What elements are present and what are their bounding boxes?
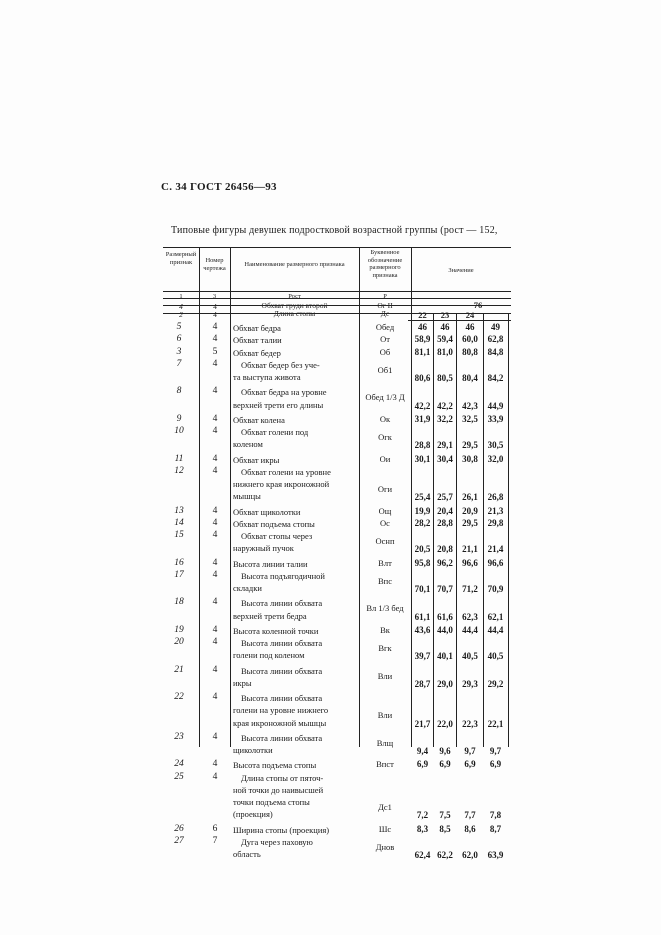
row-value: 61,1 — [414, 611, 431, 622]
row-value: 9,4 — [416, 746, 429, 756]
row-value: 9,7 — [464, 746, 476, 756]
figure-number: 4 — [212, 664, 218, 675]
row-number: 16 — [174, 557, 184, 568]
row-value: 6,9 — [439, 759, 451, 770]
row-symbol: Днов — [375, 841, 395, 852]
row-value: 29,8 — [487, 517, 504, 528]
row-value: 62,3 — [462, 611, 478, 622]
row-number: 22 — [174, 692, 184, 702]
row-value: 96,6 — [487, 557, 504, 568]
figure-number: 4 — [212, 557, 218, 568]
row-value: 63,9 — [487, 850, 504, 860]
row-value: 60,0 — [462, 334, 478, 345]
row-symbol: Обед 1/3 Д — [365, 392, 405, 403]
row-symbol: Вли — [377, 670, 393, 681]
row-value: 58,9 — [414, 334, 431, 345]
row-value: 62,8 — [487, 334, 504, 345]
table-title: Типовые фигуры девушек подростковой возрастной группы (рост — 152, — [171, 225, 498, 236]
row-name-line: Высота линии обхвата — [241, 693, 323, 703]
row-name-line: та выступа живота — [233, 372, 301, 382]
row-name-line: Обхват щиколотки — [233, 506, 301, 517]
row-value: 70,7 — [437, 584, 453, 594]
row-name-line: Высота линии талии — [233, 558, 308, 569]
row-name-line: Обхват бедра — [233, 323, 281, 333]
row-value: 6,9 — [416, 759, 429, 770]
row2-v1: 22 — [418, 310, 427, 320]
row-name-line: икры — [233, 677, 252, 688]
row-number: 25 — [174, 771, 184, 782]
row-name-line: Ширина стопы (проекция) — [233, 824, 330, 835]
row-value: 42,2 — [414, 400, 431, 411]
figure-number: 4 — [212, 624, 218, 635]
row-value: 49 — [491, 322, 500, 332]
row-name-line: Обхват бедер без уче- — [241, 359, 320, 370]
row-name-line: края икроножной мышцы — [233, 717, 327, 728]
row-value: 30,8 — [462, 453, 478, 464]
row4-fig: 4 — [213, 302, 217, 311]
row-value: 7,7 — [464, 810, 476, 821]
row4-name: Обхват груди второй — [261, 301, 328, 310]
row-value: 9,6 — [439, 746, 451, 756]
row-name-line: коленом — [233, 439, 263, 450]
row-value: 84,8 — [487, 346, 504, 357]
row-value: 32,0 — [487, 453, 504, 464]
row-name-line: Обхват подъема стопы — [233, 518, 315, 529]
row-symbol: Впст — [376, 759, 394, 770]
row-value: 95,8 — [414, 557, 431, 568]
row-name-line: верхней трети его длины — [233, 399, 324, 410]
row-value: 6,9 — [464, 759, 476, 770]
row-value: 46 — [465, 322, 475, 332]
row-number: 14 — [174, 517, 184, 528]
row-name-line: Обхват бедер — [233, 347, 281, 358]
figure-number: 4 — [212, 771, 218, 782]
figure-number: 4 — [212, 569, 218, 580]
row2-num: 2 — [179, 310, 183, 319]
row-value: 29,1 — [437, 440, 453, 451]
row-value: 31,9 — [414, 413, 431, 424]
row-value: 70,1 — [414, 584, 431, 594]
row-value: 81,1 — [414, 346, 431, 357]
row-symbol: Влщ — [376, 737, 394, 748]
row-value: 21,7 — [414, 718, 431, 729]
row-value: 29,5 — [462, 440, 478, 451]
row-name-line: Высота коленной точки — [233, 625, 319, 636]
row-name-line: точки подъема стопы — [233, 797, 310, 807]
row-number: 3 — [176, 346, 182, 357]
row-value: 25,4 — [414, 492, 431, 503]
row-value: 30,5 — [487, 440, 504, 451]
row-name-line: голени под коленом — [233, 650, 305, 661]
row-value: 62,4 — [414, 850, 431, 860]
row-value: 20,8 — [437, 544, 453, 555]
row-value: 8,3 — [416, 823, 429, 834]
col-header-sym: Буквенное обозначение размерного признака — [367, 249, 403, 279]
row-name-line: ной точки до наивысшей — [233, 784, 324, 795]
col-header-values: Значение — [448, 267, 474, 274]
row-value: 30,1 — [414, 453, 431, 464]
row-number: 24 — [174, 759, 184, 770]
row-value: 62,2 — [437, 850, 453, 860]
row-number: 10 — [174, 426, 184, 436]
row-name-line: (проекция) — [233, 809, 273, 820]
index-r: Р — [383, 293, 387, 300]
row-value: 40,5 — [462, 651, 478, 662]
row-number: 20 — [174, 637, 184, 647]
row-number: 19 — [174, 624, 184, 635]
row-value: 80,6 — [414, 373, 431, 383]
row4-val: 76 — [473, 300, 483, 310]
row-symbol: От — [380, 334, 390, 345]
row-name-line: мышцы — [233, 491, 261, 502]
row4-sym: Ог II — [377, 301, 393, 310]
row-symbol: Вгк — [378, 643, 392, 654]
row-symbol: Влт — [378, 557, 392, 568]
row-value: 46 — [418, 322, 427, 332]
row-number: 5 — [176, 322, 182, 332]
figure-number: 4 — [212, 530, 218, 540]
row-symbol: Шс — [378, 823, 392, 834]
row-value: 42,3 — [462, 400, 478, 411]
figure-number: 4 — [212, 465, 218, 476]
row-value: 61,6 — [437, 611, 453, 622]
figure-number: 4 — [212, 505, 218, 516]
row-symbol: Ощ — [378, 505, 392, 516]
row-value: 29,2 — [487, 678, 504, 689]
row-value: 84,2 — [487, 373, 504, 383]
row-name-line: Обхват стопы через — [241, 531, 313, 541]
row-number: 13 — [174, 505, 184, 516]
figure-number: 4 — [212, 759, 218, 770]
row-symbol: Вк — [380, 624, 390, 635]
row-name-line: Обхват голени на уровне — [241, 466, 331, 477]
row-name-line: Высота подъема стопы — [233, 760, 317, 771]
row-value: 32,2 — [437, 413, 453, 424]
row2-name: Длина стопы — [273, 309, 316, 318]
figure-number: 7 — [212, 835, 218, 846]
row-name-line: Обхват талии — [233, 335, 282, 346]
row-name-line: Высота линии обхвата — [241, 598, 323, 609]
col-header-fig: Номер чертежа — [203, 257, 226, 272]
row2-v2: 23 — [440, 310, 450, 320]
row-symbol: Об1 — [377, 364, 393, 375]
row-number: 9 — [176, 413, 182, 424]
row-symbol: Обед — [375, 322, 395, 332]
row-value: 33,9 — [487, 413, 504, 424]
row-name-line: складки — [233, 583, 262, 593]
row-value: 28,8 — [437, 517, 453, 528]
row-value: 25,7 — [437, 492, 453, 503]
row-value: 59,4 — [437, 334, 453, 345]
figure-number: 4 — [212, 731, 218, 742]
row-value: 8,5 — [439, 823, 451, 834]
figure-number: 4 — [212, 334, 218, 345]
row-value: 19,9 — [414, 505, 431, 516]
row-value: 44,9 — [487, 400, 504, 411]
row-value: 20,5 — [414, 544, 431, 555]
row-number: 12 — [174, 465, 184, 476]
row-value: 70,9 — [487, 584, 504, 594]
row-number: 18 — [174, 597, 184, 608]
row-symbol: Вли — [377, 710, 393, 721]
row-value: 26,1 — [462, 492, 478, 503]
col-header-name: Наименование размерного признака — [244, 261, 345, 268]
row-value: 8,6 — [464, 823, 476, 834]
figure-number: 4 — [212, 322, 218, 332]
row2-v3: 24 — [465, 310, 475, 320]
page-header: С. 34 ГОСТ 26456—93 — [161, 181, 277, 193]
figure-number: 4 — [212, 637, 218, 647]
row-number: 26 — [174, 823, 184, 834]
row-value: 62,1 — [487, 611, 504, 622]
row-name-line: наружный пучок — [233, 543, 294, 554]
row-number: 27 — [174, 835, 184, 846]
row-symbol: Оснп — [375, 536, 395, 547]
row-value: 30,4 — [437, 453, 453, 464]
row-value: 26,8 — [487, 492, 504, 503]
figure-number: 4 — [212, 517, 218, 528]
row-value: 28,2 — [414, 517, 431, 528]
row-value: 9,7 — [489, 746, 502, 756]
row-name-line: Обхват бедра на уровне — [241, 387, 327, 398]
row-value: 44,4 — [487, 624, 504, 635]
row-name-line: Высота линии обхвата — [241, 638, 323, 648]
row-value: 46 — [440, 322, 450, 332]
measurement-table — [163, 247, 511, 860]
row2-fig: 4 — [213, 310, 217, 319]
row-name-line: Высота линии обхвата — [241, 665, 323, 676]
row-number: 8 — [176, 386, 182, 397]
row-name-line: Обхват голени под — [241, 427, 309, 437]
row-value: 22,0 — [437, 718, 453, 729]
row-value: 22,1 — [487, 718, 504, 729]
row-number: 23 — [174, 731, 184, 742]
row-value: 7,8 — [489, 810, 502, 821]
figure-number: 6 — [212, 823, 218, 834]
row-name-line: верхней трети бедра — [233, 610, 307, 621]
row-number: 6 — [176, 334, 182, 345]
row-value: 81,0 — [437, 346, 453, 357]
row-value: 7,5 — [439, 810, 451, 821]
row-name-line: область — [233, 849, 261, 859]
row-symbol: Огк — [378, 432, 392, 443]
row-value: 80,8 — [462, 346, 478, 357]
row-value: 7,2 — [416, 810, 429, 821]
col-header-num: Размерный признак — [165, 251, 197, 266]
row-value: 21,4 — [487, 544, 504, 555]
row-symbol: Вл 1/3 бед — [366, 603, 404, 614]
figure-number: 4 — [212, 692, 218, 702]
row-symbol: Дс1 — [378, 802, 392, 813]
row-value: 20,9 — [462, 505, 478, 516]
row-value: 62,0 — [462, 850, 478, 860]
row-name-line: Высота подъягодичной — [241, 570, 325, 581]
row-value: 32,5 — [462, 413, 478, 424]
row-value: 21,3 — [487, 505, 504, 516]
row-value: 96,6 — [462, 557, 478, 568]
row-symbol: Впс — [378, 575, 392, 586]
row-value: 22,3 — [462, 718, 478, 729]
figure-number: 4 — [212, 453, 218, 464]
index-3: 3 — [212, 293, 217, 300]
row-value: 42,2 — [437, 400, 453, 411]
row-name-line: нижнего края икроножной — [233, 479, 330, 489]
row-value: 44,4 — [462, 624, 478, 635]
figure-number: 4 — [212, 426, 218, 436]
row-value: 43,6 — [414, 624, 431, 635]
figure-number: 5 — [212, 346, 218, 357]
row-value: 44,0 — [437, 624, 453, 635]
row-value: 96,2 — [437, 557, 453, 568]
row-name-line: Длина стопы от пяточ- — [241, 772, 324, 783]
row-value: 80,4 — [462, 373, 478, 383]
row-value: 80,5 — [437, 373, 453, 383]
row-value: 6,9 — [489, 759, 502, 770]
row-name-line: голени на уровне нижнего — [233, 705, 329, 716]
row-value: 39,7 — [414, 651, 431, 662]
row-name-line: Дуга через паховую — [241, 836, 313, 847]
row-symbol: Ок — [379, 413, 391, 424]
row-value: 28,7 — [414, 678, 431, 689]
row-symbol: Ос — [380, 517, 390, 528]
row-value: 29,3 — [462, 678, 478, 689]
row-number: 15 — [174, 530, 184, 540]
index-rost: Рост — [288, 293, 301, 300]
row-value: 29,0 — [437, 678, 453, 689]
row-symbol: Ои — [379, 453, 391, 464]
row2-sym: Дс — [380, 309, 390, 318]
figure-number: 4 — [212, 413, 218, 424]
row-value: 71,2 — [462, 584, 478, 594]
row4-num: 4 — [179, 302, 183, 311]
row-number: 17 — [174, 569, 184, 580]
figure-number: 4 — [212, 386, 218, 397]
figure-number: 4 — [212, 597, 218, 608]
row-value: 28,8 — [414, 440, 431, 451]
row-number: 21 — [174, 664, 184, 675]
row-value: 40,5 — [487, 651, 504, 662]
row-number: 11 — [174, 453, 184, 464]
row-symbol: Об — [379, 346, 391, 357]
row-name-line: Обхват икры — [233, 454, 280, 465]
figure-number: 4 — [212, 358, 218, 369]
row-value: 29,5 — [462, 517, 478, 528]
row-name-line: Обхват колена — [233, 414, 285, 425]
index-1: 1 — [179, 293, 183, 300]
row-name-line: Высота линии обхвата — [241, 732, 323, 743]
row-value: 40,1 — [437, 651, 453, 662]
row-number: 7 — [176, 358, 182, 369]
row-value: 8,7 — [489, 823, 502, 834]
row-symbol: Оги — [377, 484, 393, 495]
row-name-line: щиколотки — [233, 745, 273, 755]
row-value: 20,4 — [437, 505, 453, 516]
row-value: 21,1 — [462, 544, 478, 555]
